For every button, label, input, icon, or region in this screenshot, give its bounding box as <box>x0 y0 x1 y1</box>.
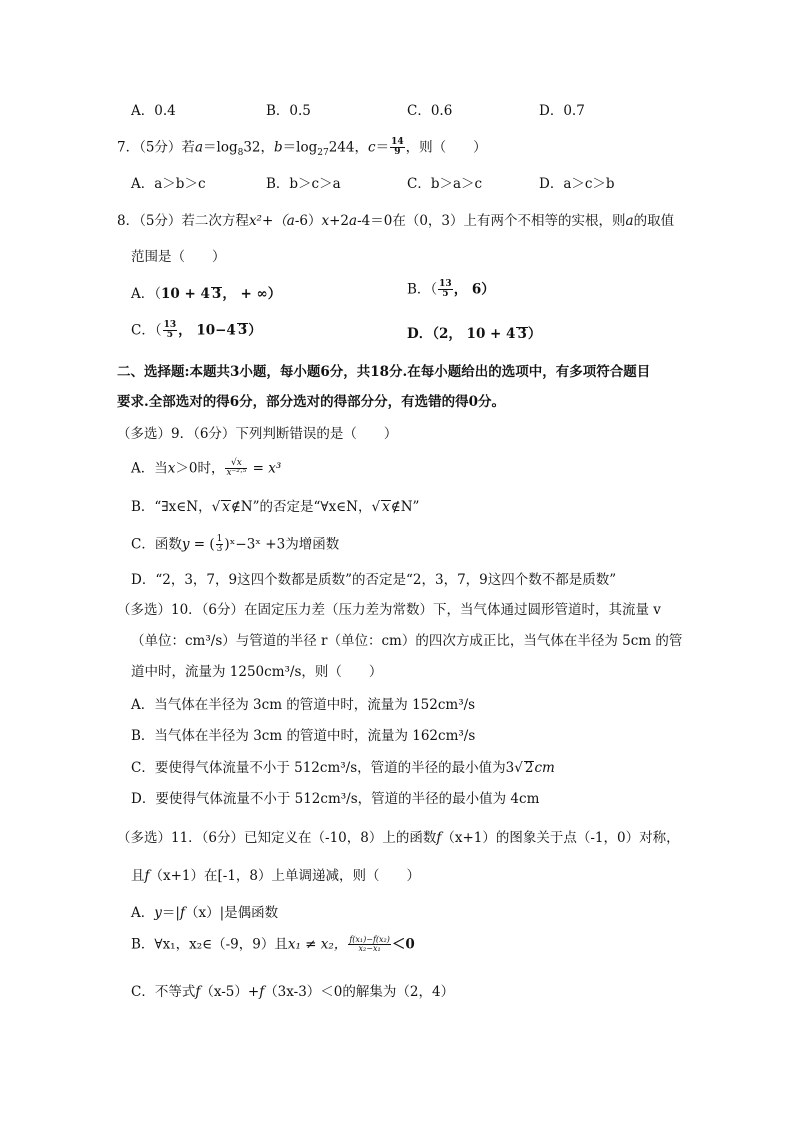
q8-c-post: ） <box>248 322 262 339</box>
q10-option-c: C．要使得气体流量不小于 512cm³/s，管道的半径的最小值为3√ 2cm <box>131 760 555 776</box>
q7-base1: 8 <box>237 148 244 159</box>
q9-c-eq: = ( <box>189 536 215 553</box>
q8-prefix: 8．（5分）若二次方程 <box>117 213 249 229</box>
q8-option-b <box>407 280 495 300</box>
q11-l1-mid: （x+1）的图象关于点（-1，0）对称， <box>441 830 680 846</box>
q6-option-d: D．0.7 <box>539 103 585 119</box>
q11-b-fraction <box>348 936 391 954</box>
q7-prefix: 7．（5分）若 <box>117 139 195 156</box>
q9-c-y: y <box>181 536 190 553</box>
q9-c-post: )ˣ−3ˣ +3为增函数 <box>224 536 340 553</box>
q7-fraction <box>390 138 405 158</box>
q11-l1-pre: （多选）11．（6分）已知定义在（-10，8）上的函数 <box>117 830 437 846</box>
q11-a-pre: A． <box>131 905 155 921</box>
q7-option-c: C．b＞a＞c <box>407 176 483 192</box>
q9-a-num: √x <box>225 459 247 469</box>
q7-option-a: A．a＞b＞c <box>131 176 206 192</box>
q9-c-num: 1 <box>216 534 223 544</box>
q7-var-c: c <box>368 139 376 156</box>
q8-c-pre: C．（ <box>131 322 162 339</box>
q8-d-post: ） <box>527 326 542 342</box>
q11-l2-f: f <box>144 868 150 884</box>
q8-x1: x <box>321 213 330 229</box>
q8-stem-line2: 范围是（ ） <box>131 249 226 265</box>
q7-suffix: ，则（ ） <box>405 139 487 156</box>
q10-c-val: 3 <box>505 760 515 776</box>
q8-mid4: 的取值 <box>633 213 675 229</box>
q7-arg1: 32， <box>243 139 275 156</box>
q11-b-neq: x₁ ≠ x₂， <box>287 936 348 953</box>
q9-option-c <box>131 535 339 555</box>
section2-line2: 要求.全部选对的得6分，部分选对的得部分分，有选错的得0分。 <box>117 394 505 410</box>
q11-c-f2: f <box>259 984 265 1000</box>
q8-stem-line1 <box>117 213 674 229</box>
q8-option-d <box>407 326 541 342</box>
q9-b-mid: ∉N”的否定是“∀x∈N， <box>230 499 372 515</box>
q10-option-a: A．当气体在半径为 3cm 的管道中时，流量为 152cm³/s <box>131 697 476 713</box>
q11-c-post: （3x-3）＜0的解集为（2，4） <box>264 984 455 1000</box>
q8-b-num: 13 <box>439 279 452 289</box>
q6-option-a: A．0.4 <box>131 103 176 119</box>
section2-line1: 二、选择题:本题共3小题，每小题6分，共18分.在每小题给出的选项中，有多项符合题目 <box>117 364 651 380</box>
q9-option-d: D．“2，3，7，9这四个数都是质数”的否定是“2，3，7，9这四个数不都是质数” <box>131 572 617 588</box>
q10-option-d: D．要使得气体流量不小于 512cm³/s，管道的半径的最小值为 4cm <box>131 791 540 807</box>
q8-var-a2: a <box>349 213 358 229</box>
q9-a-fraction <box>225 459 247 479</box>
q8-a-pre: A．（ <box>131 286 161 302</box>
q9-a-pre: A．当 <box>131 460 168 477</box>
q8-b-fraction <box>438 280 453 300</box>
q11-option-b <box>131 936 415 954</box>
q11-c-f1: f <box>195 984 201 1000</box>
q9-option-a <box>131 459 281 479</box>
q7-arg2: 244， <box>328 139 368 156</box>
q11-l1-f: f <box>436 830 442 846</box>
q9-a-den: x⁻²·⁵ <box>226 468 247 479</box>
q9-option-b: B．“∃x∈N，√ x∉N”的否定是“∀x∈N，√ x∉N” <box>131 499 420 515</box>
q8-d-radical: 3 <box>517 326 527 342</box>
q7-stem <box>117 138 487 159</box>
q8-x2: x²+（ <box>248 213 287 229</box>
q8-var-a1: a <box>286 213 295 229</box>
q7-option-b: B．b＞c＞a <box>266 176 341 192</box>
q11-c-pre: C．不等式 <box>131 984 196 1000</box>
q7-eq3: ＝ <box>375 139 390 156</box>
q8-a-expr: 10 + 4 <box>161 286 210 302</box>
q11-l2-post: （x+1）在[-1，8）上单调递减，则（ ） <box>149 868 421 884</box>
q7-option-d: D．a＞c＞b <box>539 176 615 192</box>
q11-a-mid: ＝| <box>161 905 180 921</box>
q8-a-post: ， + ∞） <box>222 286 282 302</box>
q11-c-mid: （x-5）+ <box>200 984 260 1000</box>
q8-d-pre: D．（2， 10 + 4 <box>407 326 516 342</box>
q10-option-b: B．当气体在半径为 3cm 的管道中时，流量为 162cm³/s <box>131 728 476 744</box>
q9-b-rad2: x <box>382 499 390 515</box>
q9-c-fraction <box>216 535 224 555</box>
q8-c-mid: ， 10−4 <box>178 322 236 339</box>
q9-a-post: = x³ <box>248 460 282 477</box>
q11-l2-pre: 且 <box>131 868 145 884</box>
q10-stem-line2: （单位：cm³/s）与管道的半径 r（单位：cm）的四次方成正比，当气体在半径为 5cm 的管 <box>131 633 683 649</box>
q11-a-post: （x）|是偶函数 <box>184 905 279 921</box>
q10-c-radical: 2 <box>524 760 534 776</box>
q7-var-a: a <box>194 139 203 156</box>
q11-a-f: f <box>179 905 185 921</box>
q8-c-fraction <box>163 321 178 341</box>
q7-frac-num: 14 <box>391 137 404 147</box>
q10-stem-line3: 道中时，流量为 1250cm³/s，则（ ） <box>131 664 383 680</box>
q8-c-radical: 3 <box>237 322 248 339</box>
q6-option-c: C．0.6 <box>407 103 453 119</box>
q9-a-mid: ＞0时， <box>175 460 225 477</box>
q11-b-post: ＜0 <box>391 936 415 953</box>
q8-mid1: -6） <box>294 213 322 229</box>
q11-a-y: y <box>154 905 162 921</box>
q8-a-radical: 3 <box>211 286 222 302</box>
q8-mid2: +2 <box>329 213 350 229</box>
q9-b-post: ∉N” <box>390 499 420 515</box>
q10-stem-line1: （多选）10．（6分）在固定压力差（压力差为常数）下，当气体通过圆形管道时，其流量 v <box>117 602 661 618</box>
q10-c-unit: cm <box>534 760 555 776</box>
q11-option-a <box>131 905 278 921</box>
q10-c-pre: C．要使得气体流量不小于 512cm³/s，管道的半径的最小值为 <box>131 760 506 776</box>
q9-a-x: x <box>167 460 176 477</box>
q9-b-rad1: x <box>222 499 230 515</box>
q7-eq1: ＝log <box>203 139 238 156</box>
q9-b-pre: B．“∃x∈N， <box>131 499 212 515</box>
q8-c-num: 13 <box>163 320 177 330</box>
q8-c-den: 5 <box>166 330 173 341</box>
q8-option-a <box>131 286 281 302</box>
q11-option-c <box>131 984 454 1000</box>
q7-base2: 27 <box>317 148 329 159</box>
q11-b-den: x₂−x₁ <box>358 944 381 954</box>
q8-option-c <box>131 321 262 341</box>
q8-b-pre: B．（ <box>407 281 438 298</box>
q9-c-den: 3 <box>216 544 223 555</box>
q11-stem-line2 <box>131 868 420 884</box>
q9-title: （多选）9．（6分）下列判断错误的是（ ） <box>117 426 398 442</box>
q8-mid3: -4＝0在（0，3）上有两个不相等的实根，则 <box>357 213 626 229</box>
q7-eq2: ＝log <box>282 139 318 156</box>
q8-b-post: ， 6） <box>453 281 495 298</box>
q9-c-pre: C．函数 <box>131 536 182 553</box>
q11-b-pre: B．∀x₁，x₂∈（-9，9）且 <box>131 936 288 953</box>
q6-option-b: B．0.5 <box>266 103 311 119</box>
q11-stem-line1 <box>117 830 680 846</box>
q7-frac-den: 9 <box>394 147 401 158</box>
q8-var-a3: a <box>625 213 634 229</box>
q11-b-num: f(x₁)−f(x₂) <box>349 935 390 944</box>
q7-var-b: b <box>274 139 283 156</box>
q8-b-den: 5 <box>442 289 449 300</box>
